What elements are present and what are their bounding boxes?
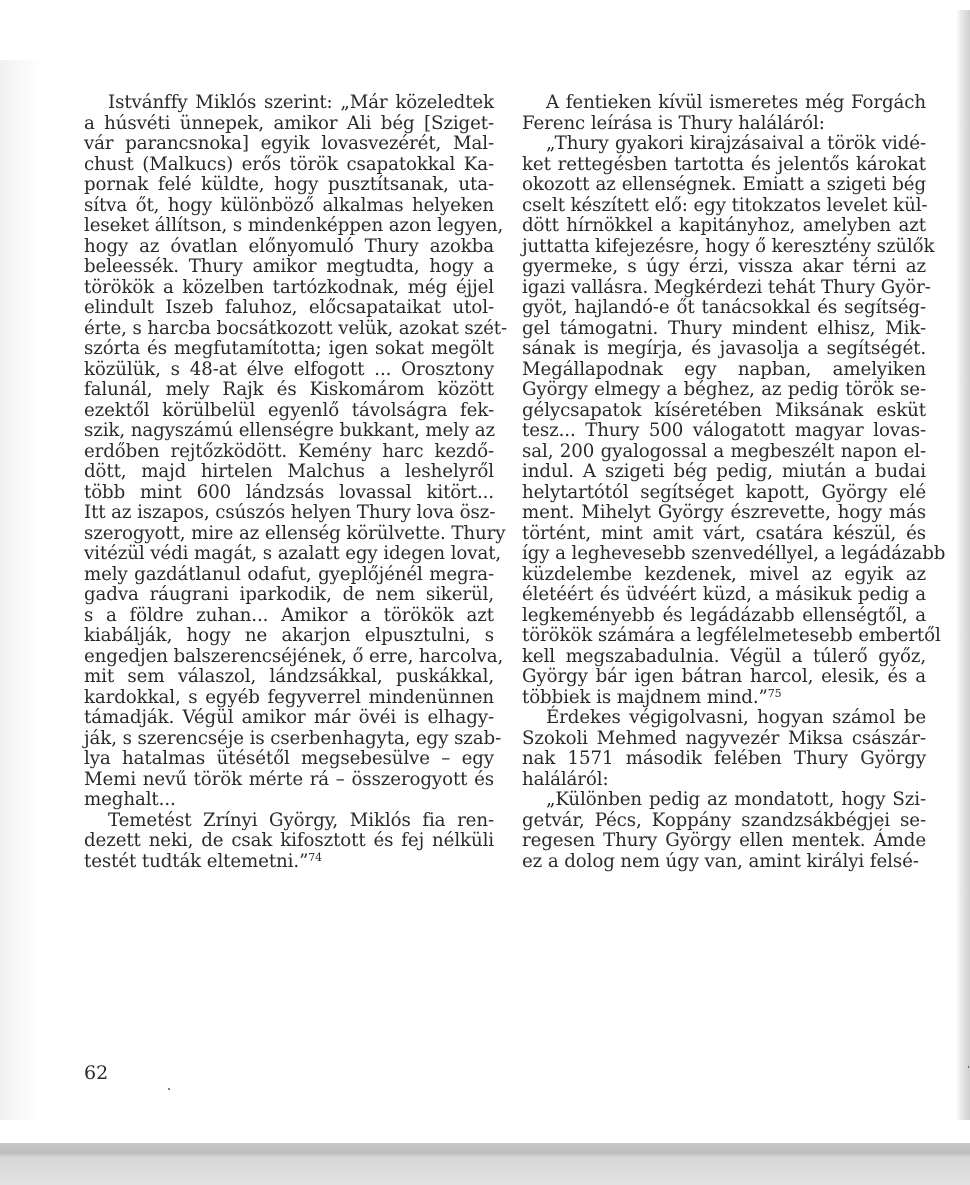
- text-line: Istvánffy Miklós szerint: „Már közeledtek: [108, 92, 494, 113]
- text-line: ez a dolog nem úgy van, amint királyi felsé-: [522, 850, 919, 872]
- text-line: György bár igen bátran harcol, elesik, és a: [522, 666, 926, 687]
- text-line: chust (Malkucs) erős török csapatokkal Ka-: [84, 153, 494, 175]
- text-line: gyöt, hajlandó-e őt tanácsokkal és segítség-: [522, 297, 926, 318]
- scan-speck: [168, 1088, 170, 1090]
- text-line: Itt az iszapos, csúszós helyen Thury lova ösz-: [84, 502, 496, 523]
- text-line: ják, s szerencséje is cserbenhagyta, egy szab-: [84, 727, 502, 749]
- paragraph: [522, 93, 926, 134]
- text-line: szik, nagyszámú ellenségre bukkant, mely az: [84, 420, 495, 441]
- text-line: dezett neki, de csak kifosztott és fej nélküli: [84, 830, 494, 851]
- text-line: beleessék. Thury amikor megtudta, hogy a: [84, 256, 494, 277]
- text-line: történt, mint amit várt, csatára készül, és: [522, 522, 926, 544]
- text-line: hogy az óvatlan előnyomuló Thury azokba: [84, 235, 494, 257]
- footnote-reference: 74: [308, 850, 323, 864]
- paragraph: [522, 133, 946, 708]
- paragraph: [522, 708, 926, 790]
- paragraph: [84, 92, 507, 811]
- text-line: A fentieken kívül ismeretes még Forgách: [546, 92, 926, 113]
- text-line: kell megszabadulnia. Végül a túlerő győz,: [522, 645, 926, 667]
- text-line: szerogyott, mire az ellenség körülvette. Thury: [84, 522, 506, 544]
- text-line: Szokoli Mehmed nagyvezér Miksa császár-: [522, 727, 926, 749]
- text-line: sal, 200 gyalogossal a megbeszélt napon el-: [522, 440, 926, 462]
- text-line: gadva ráugrani iparkodik, de nem sikerül,: [84, 584, 494, 605]
- text-line: sítva őt, hogy különböző alkalmas helyeken: [84, 194, 494, 216]
- text-line: igazi vallásra. Megkérdezi tehát Thury Györ-: [522, 276, 931, 298]
- text-line: dött, majd hirtelen Malchus a leshelyről: [84, 461, 494, 482]
- text-line: testét tudták eltemetni.”$^{74}$: [84, 850, 323, 872]
- text-line: gélycsapatok kíséretében Miksának esküt: [522, 399, 926, 421]
- text-line: így a leghevesebb szenvedéllyel, a legádázabb: [522, 543, 946, 564]
- text-line: érte, s harcba bocsátkozott velük, azokat szét-: [84, 317, 507, 339]
- text-line: Ferenc leírása is Thury haláláról:: [522, 112, 825, 134]
- text-line: támadják. Végül amikor már övéi is elhagy-: [84, 707, 494, 728]
- text-line: kiabálják, hogy ne akarjon elpusztulni, s: [84, 625, 494, 646]
- text-line: vár parancsnoka] egyik lovasvezérét, Mal-: [84, 133, 494, 154]
- text-line: mely gazdátlanul odafut, gyeplőjénél megra-: [84, 563, 494, 585]
- text-line: gel támogatni. Thury mindent elhisz, Mik-: [522, 317, 926, 339]
- text-line: engedjen balszerencséjének, ő erre, harcolva,: [84, 645, 504, 667]
- scan-bottom-edge-shadow: [0, 1143, 970, 1185]
- text-line: ment. Mihelyt György észrevette, hogy más: [522, 502, 926, 523]
- text-line: életéért és üdvéért küzd, a másikuk pedig a: [522, 584, 926, 605]
- text-line: küzdelembe kezdenek, mivel az egyik az: [522, 563, 926, 585]
- text-line: Temetést Zrínyi György, Miklós fia ren-: [108, 809, 494, 831]
- text-line: kardokkal, s egyéb fegyverrel mindenünnen: [84, 686, 494, 708]
- text-line: indul. A szigeti bég pedig, miután a budai: [522, 461, 926, 482]
- text-line: dött hírnökkel a kapitányhoz, amelyben azt: [522, 215, 926, 236]
- text-line: a húsvéti ünnepek, amikor Ali bég [Sziget-: [84, 112, 494, 134]
- text-line: legkeményebb és legádázabb ellenségtől, a: [522, 604, 926, 626]
- text-line: György elmegy a béghez, az pedig török se-: [522, 379, 926, 400]
- text-line: „Thury gyakori kirajzásaival a török vidé-: [546, 133, 926, 154]
- text-line: nak 1571 második felében Thury György: [522, 748, 926, 769]
- paragraph: [522, 790, 926, 872]
- text-line: s a földre zuhan... Amikor a törökök azt: [84, 604, 494, 626]
- text-line: Érdekes végigolvasni, hogyan számol be: [546, 707, 926, 728]
- text-line: meghalt...: [84, 789, 176, 810]
- right-text-column: [522, 92, 946, 872]
- paragraph: [84, 811, 494, 873]
- left-text-column: [84, 92, 507, 872]
- text-line: getvár, Pécs, Koppány szandzsákbégjei se-: [522, 809, 926, 831]
- text-line: sának is megírja, és javasolja a segítségét.: [522, 338, 926, 359]
- text-line: közülük, s 48-at élve elfogott ... Orosztony: [84, 358, 494, 380]
- scan-speck: [968, 1066, 969, 1068]
- text-line: leseket állítson, s mindenképpen azon legyen,: [84, 215, 504, 236]
- text-line: mit sem válaszol, lándzsákkal, puskákkal,: [84, 666, 494, 687]
- text-line: szórta és megfutamította; igen sokat megölt: [84, 338, 494, 359]
- text-line: többiek is majdnem mind.”$^{75}$: [522, 686, 782, 708]
- text-line: erdőben rejtőzködött. Kemény harc kezdő-: [84, 440, 494, 462]
- text-line: ezektől körülbelül egyenlő távolságra fek-: [84, 399, 494, 421]
- text-line: törökök a közelben tartózkodnak, még éjjel: [84, 276, 494, 298]
- text-line: több mint 600 lándzsás lovassal kitört...: [84, 481, 494, 503]
- scan-left-edge-shadow: [0, 60, 42, 1120]
- text-line: Memi nevű török mérte rá – összerogyott és: [84, 768, 494, 790]
- text-line: cselt készített elő: egy titokzatos levelet kül-: [522, 194, 928, 216]
- text-line: vitézül védi magát, s azalatt egy idegen lovat,: [84, 543, 502, 564]
- text-line: ket rettegésben tartotta és jelentős károkat: [522, 153, 926, 175]
- footnote-reference: 75: [767, 686, 782, 700]
- text-line: helytartótól segítséget kapott, György elé: [522, 481, 926, 503]
- text-line: törökök számára a legfélelmetesebb embertől: [522, 625, 941, 646]
- text-line: gyermeke, s úgy érzi, vissza akar térni az: [522, 256, 926, 277]
- text-line: regesen Thury György ellen mentek. Ámde: [522, 830, 926, 851]
- text-line: haláláról:: [522, 768, 609, 790]
- text-line: tesz... Thury 500 válogatott magyar lovas-: [522, 420, 926, 441]
- text-line: Megállapodnak egy napban, amelyiken: [522, 358, 926, 380]
- scan-right-edge-shadow: [956, 10, 970, 1120]
- text-line: pornak felé küldte, hogy pusztítsanak, uta-: [84, 174, 494, 195]
- text-line: okozott az ellenségnek. Emiatt a szigeti bég: [522, 174, 926, 195]
- text-line: elindult Iszeb faluhoz, előcsapataikat utol-: [84, 297, 494, 318]
- text-line: juttatta kifejezésre, hogy ő keresztény szülők: [522, 235, 935, 257]
- page-number: 62: [84, 1062, 109, 1084]
- text-line: „Különben pedig az mondatott, hogy Szi-: [546, 789, 926, 810]
- text-line: lya hatalmas ütésétől megsebesülve – egy: [84, 748, 494, 769]
- text-line: falunál, mely Rajk és Kiskomárom között: [84, 379, 494, 400]
